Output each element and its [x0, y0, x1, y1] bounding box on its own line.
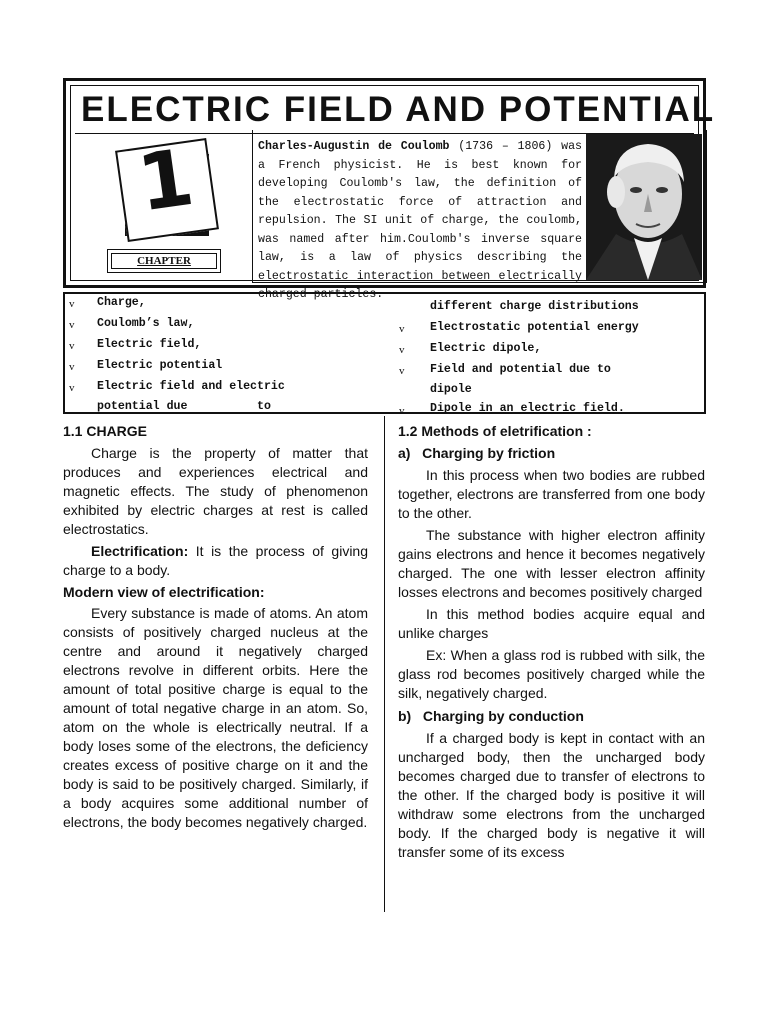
chapter-label: CHAPTER	[111, 253, 217, 269]
paragraph: Ex: When a glass rod is rubbed with silk, the glass rod becomes positively charged while the silk, negatively charged.	[398, 647, 705, 701]
bullet-marker: v	[69, 319, 75, 331]
paragraph: The substance with higher electron affinity gains electrons and hence it becomes negatively charged. The one with lesser electron affinity losses electrons and becomes positively charged	[398, 527, 705, 600]
topic-item: Electric field,	[97, 338, 202, 351]
section-heading-methods: 1.2 Methods of eletrification :	[398, 423, 592, 439]
paragraph: In this process when two bodies are rubbed together, electrons are transferred from one body to the other.	[398, 467, 705, 521]
chapter-title: ELECTRIC FIELD AND POTENTIAL	[81, 90, 716, 129]
chapter-number-card	[115, 132, 219, 242]
paragraph: Charge is the property of matter that produces and experiences electrical and magnetic effects. The study of phenomenon exhibited by electric charges at rest is called electrostatics.	[63, 445, 368, 537]
right-column	[398, 422, 705, 862]
chapter-number: 1	[132, 132, 199, 230]
term-electrification: Electrification:	[91, 543, 189, 559]
bullet-marker: v	[69, 298, 75, 310]
chapter-header	[63, 78, 716, 301]
bio-years: (1736 – 1806)	[449, 140, 553, 153]
paragraph: Every substance is made of atoms. An atom consists of positively charged nucleus at the centre and around it negatively charged electrons revolve in different orbits. Here the amount of total positive charge is equal to the amount of total negative charge in an atom. So, atom on the whole is electrically neutral. If a body loses some of the electrons, the deficiency creates excess of positive charge on it and the body is said to be positively charged. Similarly, if a body acquires some additional number of electrons, the body becomes negatively charged.	[63, 605, 368, 830]
section-heading-charge: 1.1 CHARGE	[63, 423, 148, 439]
bullet-marker: v	[399, 365, 405, 377]
paragraph: In this method bodies acquire equal and unlike charges	[398, 606, 705, 641]
topic-item: Electric dipole,	[430, 342, 542, 355]
paragraph: If a charged body is kept in contact with an uncharged body, then the uncharged body becomes charged due to transfer of electrons to the other. If the charged body is positive it will withdraw some electrons from the uncharged body. If the charged body is negative it will transfer some of its excess	[398, 730, 705, 860]
bio-body: was a French physicist. He is best known for developing Coulomb's law, the definition of the electrostatic force of attraction and repulsion. The SI unit of charge, the coulomb, was named after him.Coulomb's inverse square law, is a law of physics describing the electrostatic interaction between electrically charged particles.	[258, 140, 582, 301]
subheading-friction: a) Charging by friction	[398, 445, 556, 461]
topic-item: Electric potential	[97, 359, 223, 372]
topic-item: dipole	[430, 383, 472, 396]
column-divider	[384, 416, 385, 912]
bullet-marker: v	[399, 323, 405, 335]
bullet-marker: v	[69, 340, 75, 352]
chapter-topics-box	[63, 292, 706, 417]
bio-name: Charles-Augustin de Coulomb	[258, 140, 450, 153]
bullet-marker: v	[399, 344, 405, 356]
topic-item: Field and potential due to	[430, 363, 611, 376]
paragraph	[63, 542, 368, 580]
topic-item: different charge distributions	[430, 300, 639, 313]
section-heading-modern-view: Modern view of electrification:	[63, 584, 265, 600]
bullet-marker: v	[69, 361, 75, 373]
topic-item: Charge,	[97, 296, 146, 309]
subheading-conduction: b) Charging by conduction	[398, 708, 584, 724]
bullet-marker: v	[69, 382, 75, 394]
chapter-badge	[85, 132, 247, 277]
coulomb-portrait-image	[586, 134, 702, 280]
topic-item: Coulomb’s law,	[97, 317, 195, 330]
left-column	[63, 422, 368, 832]
topic-item: Electrostatic potential energy	[430, 321, 639, 334]
topic-item: potential due to	[97, 400, 271, 413]
bullet-marker: v	[399, 405, 405, 417]
header-inner-frame	[70, 85, 716, 301]
bio-text	[258, 138, 582, 305]
topic-item: Dipole in an electric field.	[430, 402, 625, 415]
topic-item: Electric field and electric	[97, 380, 285, 393]
electrification-definition: It is the process of giving charge to a body.	[63, 543, 368, 578]
